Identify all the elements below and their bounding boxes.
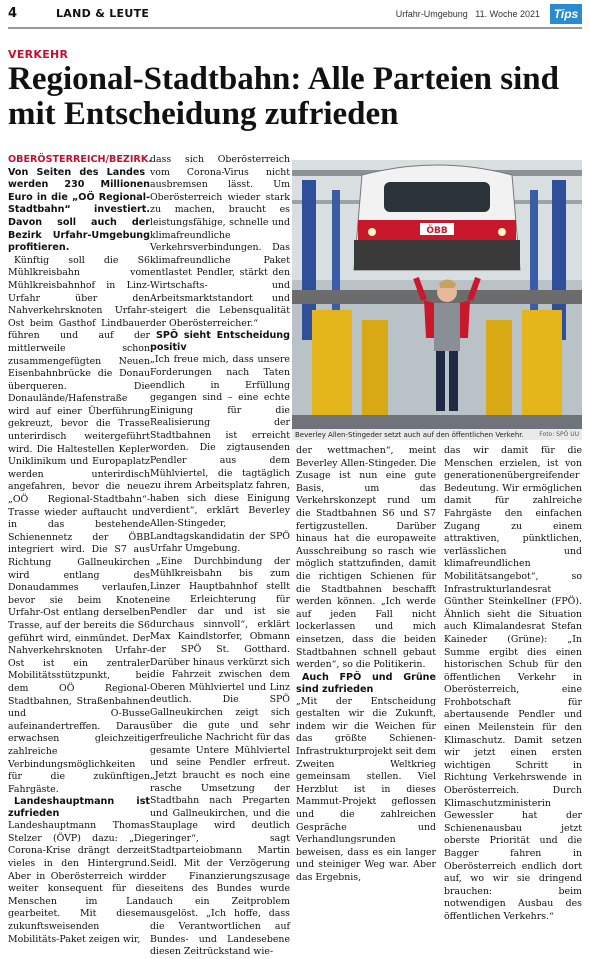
- lead-paragraph: [8, 154, 150, 255]
- paragraph: „Eine Durchbindung der Mühlkreisbahn bis zum Linzer Hauptbahnhof stellt eine Erleichterung für Pendler dar und ist sie durchaus sinnvoll“, erklärt Max Kaindlstorfer, Obmann der SPÖ St. Gotthard. Darüber hinaus verkürzt sich die Fahrzeit zwischen dem Oberen Mühlviertel und Linz deutlich. Die SPÖ Gallneukirchen zeigt sich über die gute und sehr erfreuliche Nachricht für das gesamte Untere Mühlviertel und seine Pendler erfreut. „Jetzt braucht es noch eine rasche Umsetzung der Stadtbahn nach Pregarten und Gallneukirchen, und die Stauplage wird deutlich geringer“, sagt Stadtparteiobmann Martin Seidl. Mit der Verzögerung der Finanzierungszusage seitens des Bundes wurde auch ein Zeitproblem ausgelöst. „Ich hoffe, dass die Verantwortlichen auf Bundes- und Landesebene diesen Zeitrückstand wie-: [150, 555, 290, 958]
- paragraph: Landeshauptmann Thomas Stelzer (ÖVP) dazu: „Die Corona-Krise drängt derzeit vieles in den Hintergrund. Aber in Oberösterreich wird weiter konsequent für die Menschen im Land gearbeitet. Mit diesem zukunftsweisenden Mobilitäts-Paket zeigen wir,: [8, 820, 150, 945]
- page-header: [8, 4, 582, 26]
- headline: Regional-Stadtbahn: Alle Parteien sind mit Entscheidung zufrieden: [8, 61, 559, 132]
- caption-text: Beverley Allen-Stingeder setzt auch auf den öffentlichen Verkehr.: [295, 431, 524, 439]
- lead-text: Von Seiten des Landes werden 230 Millionen Euro in die „OÖ Regional-Stadtbahn“ investiert. Davon soll auch der Bezirk Urfahr-Umgebung profitieren.: [8, 166, 150, 254]
- column-1: [8, 154, 150, 946]
- article-photo: [292, 160, 582, 440]
- workshop-photo-illustration: [292, 160, 582, 440]
- header-rule: [8, 27, 582, 29]
- paragraph: Künftig soll die S6 Mühlkreisbahn vom Mühlkreisbahnhof in Linz-Urfahr über den Nahverkehrsknoten Urfahr-Ost beim Gasthof Lindbauer führen und auf der mittlerweile schon zusammengefügten Neuen Eisenbahnbrücke die Donau überqueren. Die Donaulände/Hafenstraße wird auf einer Überführung gekreuzt, bevor die Trasse unterirdisch weitergeführt wird. Die Haltestellen Kepler Uniklinikum und Europaplatz werden unterirdisch angefahren, bevor die neue „OÖ Regional-Stadtbahn“-Trasse wieder auftaucht und in das bestehende Schienennetz der ÖBB integriert wird. Die S7 aus Richtung Gallneukirchen wird entlang des Donaudammes verlaufen, bevor sie beim Knoten Urfahr-Ost entlang derselben Trasse, auf der bereits die S6 geführt wird, einmündet. Der Nahverkehrsknoten Urfahr-Ost ist ein zentraler Mobilitätsstützpunkt, bei dem OÖ Regional-Stadtbahnen, Straßenbahnen und O-Busse aufeinandertreffen. Daraus erwachsen gleichzeitig zahlreiche Verbindungsmöglichkeiten für die zukünftigen Fahrgäste.: [8, 254, 150, 795]
- paragraph: „Mit der Entscheidung gestalten wir die Zukunft, indem wir die Weichen für das größte Schienen-Infrastrukturprojekt seit dem Zweiten Weltkrieg gemeinsam stellen. Viel Herzblut ist in dieses Mammut-Projekt geflossen und die zahlreichen Gespräche und Verhandlungsrunden beweisen, dass es ein langer und steiniger Weg war. Aber das Ergebnis,: [296, 695, 436, 883]
- subheading: SPÖ sieht Entscheidung positiv: [150, 330, 290, 354]
- section-title: LAND & LEUTE: [56, 7, 150, 20]
- subheading: Landeshauptmann ist zufrieden: [8, 796, 150, 820]
- page-number: 4: [8, 6, 18, 21]
- photo-caption: [292, 429, 582, 441]
- tips-logo: Tips: [550, 4, 582, 24]
- lead-location: OBERÖSTERREICH/BEZIRK.: [8, 154, 152, 165]
- subheading: Auch FPÖ und Grüne sind zufrieden: [296, 671, 436, 695]
- column-4: [444, 445, 582, 924]
- obb-logo: ÖBB: [426, 226, 448, 236]
- paragraph: das wir damit für die Menschen erzielen, ist von generationenübergreifender Bedeutung. Wir ermöglichen damit für zahlreiche Fahrgäste den einfachen Zugang zu einem attraktiven, pünktlichen, verlässlichen und klimafreundlichen Mobilitätsangebot“, so Infrastrukturlandesrat Günther Steinkellner (FPÖ). Ähnlich sieht die Situation auch Klimalandesrat Stefan Kaineder (Grüne): „In Summe ergibt dies einen historischen Schub für den öffentlichen Verkehr in Oberösterreich, eine Frohbotschaft für abertausende Pendler und einen Meilenstein für den Klimaschutz. Damit setzen wir jetzt einen ersten wichtigen Schritt in Richtung Verkehrswende in Oberösterreich. Durch Klimaschutzministerin Gewessler hat der Schienenausbau jetzt oberste Priorität und die Bagger fahren in Oberösterreich endlich dort auf, wo wir sie dringend brauchen: beim notwendigen Ausbau des öffentlichen Verkehrs.“: [444, 445, 582, 922]
- paragraph: „Ich freue mich, dass unsere Forderungen nach Taten endlich in Erfüllung gegangen sind – eine echte Einigung für die Realisierung der Stadtbahnen ist erreicht worden. Die zigtausenden Pendler aus dem Mühlviertel, die tagtäglich zu ihrem Arbeitsplatz fahren, haben sich diese Einigung verdient“, erklärt Beverley Allen-Stingeder, Landtagskandidatin der SPÖ Urfahr Umgebung.: [150, 354, 290, 555]
- paragraph: der wettmachen“, meint Beverley Allen-Stingeder. Die Zusage ist nun eine gute Basis, um das Verkehrskonzept rund um die Stadtbahnen S6 und S7 fertigzustellen. Darüber hinaus hat die europaweite Ausschreibung so rasch wie möglich stattzufinden, damit die richtigen Schienen für die Stadtbahnen beschafft werden können. „Ich werde auf jeden Fall nicht lockerlassen und mich einsetzen, dass die beiden Stadtbahnen schnell gebaut werden“, so die Politikerin.: [296, 445, 436, 671]
- edition-info: Urfahr-Umgebung 11. Woche 2021: [395, 9, 540, 19]
- kicker: VERKEHR: [8, 48, 69, 61]
- column-2: [150, 154, 290, 959]
- photo-credit: Foto: SPÖ UU: [539, 431, 579, 438]
- paragraph: dass sich Oberösterreich vom Corona-Virus nicht ausbremsen lässt. Um Oberösterreich wieder stark zu machen, braucht es leistungsfähige, schnelle und klimafreundliche Verkehrsverbindungen. Das klimafreundliche Paket entlastet Pendler, stärkt den Wirtschafts- und Arbeitsmarktstandort und steigert die Lebensqualität der Oberösterreicher.“: [150, 154, 290, 329]
- column-3: [296, 445, 436, 885]
